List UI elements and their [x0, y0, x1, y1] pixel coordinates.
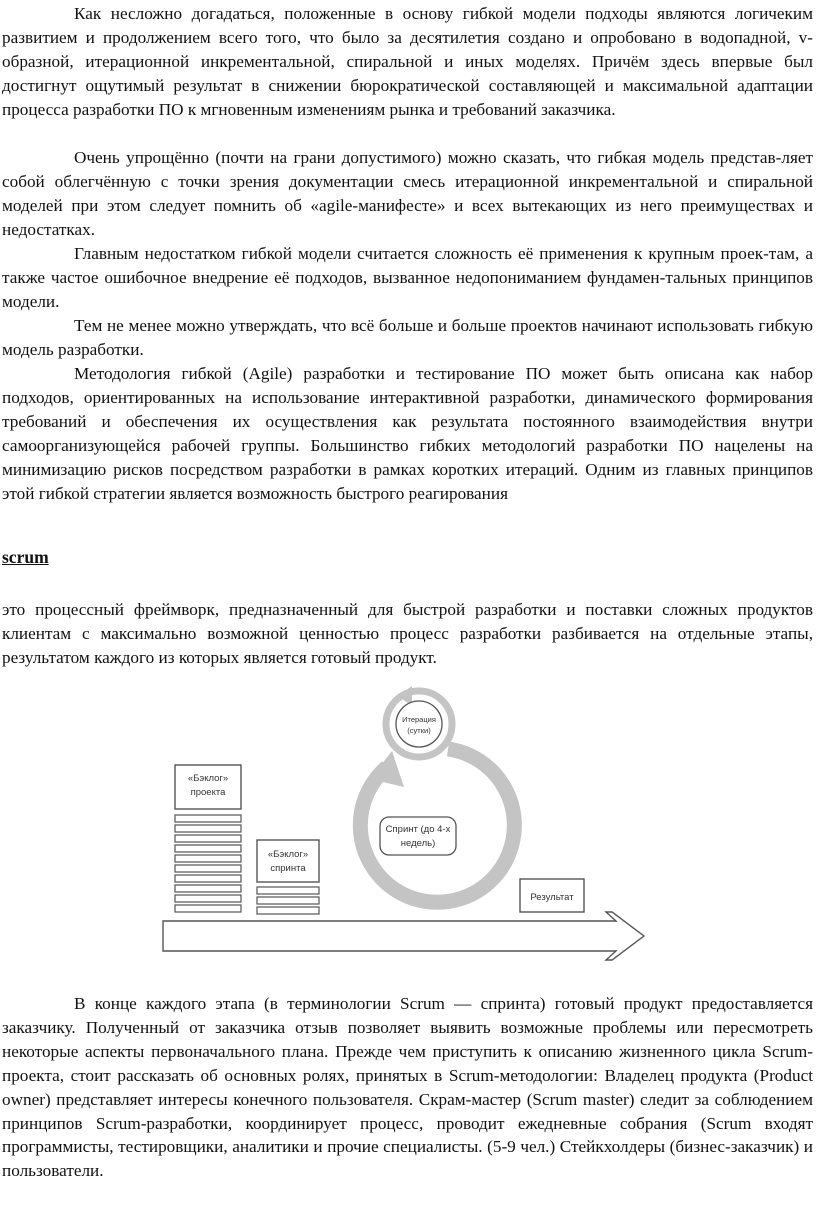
iteration-label-line2: (сутки): [407, 726, 431, 735]
timeline-arrow: [163, 912, 644, 960]
product-backlog-row: [175, 835, 241, 842]
iteration-cycle: [386, 686, 452, 757]
sprint-backlog: [257, 840, 319, 914]
sprint-label-box: [380, 817, 456, 855]
sprint-backlog-row: [257, 897, 319, 904]
result-label: Результат: [530, 892, 574, 903]
product-backlog-stack: [175, 815, 241, 912]
product-backlog: [175, 765, 241, 912]
paragraph-drawback: Главным недостатком гибкой модели считается сложность её применения к крупным проек-там, а также частое ошибочное внедрение её подходов, вызванное недопониманием фундамен-тальных принципов модели.: [2, 244, 813, 311]
product-backlog-row: [175, 845, 241, 852]
sprint-backlog-stack: [257, 887, 319, 914]
paragraph-intro: Как несложно догадаться, положенные в основу гибкой модели подходы являются логичеким развитием и продолжением всего того, что было за десятилетия создано и опробовано в водопадной, v-образной, итерационной инкрементальной, спиральной и иных моделях. Причём здесь впервые был достигнут ощутимый результат в снижении бюрократической составляющей и максимальной адаптации процесса разработки ПО к мгновенным изменениям рынка и требований заказчика.: [2, 4, 813, 119]
sprint-label-line2: недель): [400, 838, 436, 849]
sprint-backlog-label-box: [257, 840, 319, 882]
iteration-inner-circle: [396, 701, 442, 747]
result: [520, 879, 584, 912]
product-backlog-row: [175, 815, 241, 822]
product-backlog-row: [175, 825, 241, 832]
product-backlog-row: [175, 885, 241, 892]
product-backlog-row: [175, 895, 241, 902]
sprint-backlog-label-line2: спринта: [270, 863, 306, 874]
product-backlog-label-line1: «Бэклог»: [187, 773, 229, 784]
product-backlog-label-line2: проекта: [190, 787, 226, 798]
paragraph-scrum-roles: В конце каждого этапа (в терминологии Scrum — спринта) готовый продукт предоставляется заказчику. Полученный от заказчика отзыв позволяет выявить возможные проблемы или пересмотреть некоторые аспекты первоначального плана. Прежде чем приступить к описанию жизненного цикла Scrum-проекта, стоит рассказать об основных ролях, принятых в Scrum-методологии: Владелец продукта (Product owner) представляет интересы конечного пользователя. Скрам-мастер (Scrum master) следит за соблюдением принципов Scrum-разработки, координирует процесс, проводит ежедневные собрания (Scrum входят программисты, тестировщики, аналитики и прочие специалисты. (5-9 чел.) Стейкхолдеры (бизнес-заказчик) и пользователи.: [2, 994, 813, 1181]
product-backlog-row: [175, 875, 241, 882]
sprint-backlog-row: [257, 887, 319, 894]
paragraph-agile-methodology: Методология гибкой (Agile) разработки и тестирование ПО может быть описана как набор подходов, ориентированных на использование интерактивной разработки, динамического формирования требований и обеспечения их осуществления как результата постоянного взаимодействия внутри самоорганизующейся рабочей группы. Большинство гибких методологий разработки ПО нацелены на минимизацию рисков посредством разработки в рамках коротких итераций. Одним из главных принципов этой гибкой стратегии является возможность быстрого реагирования: [2, 364, 813, 503]
section-heading-scrum: scrum: [2, 547, 49, 567]
paragraph-scrum-definition: это процессный фреймворк, предназначенный для быстрой разработки и поставки сложных продуктов клиентам с максимально возможной ценностью процесс разработки разбивается на отдельные этапы, результатом каждого из которых является готовый продукт.: [2, 600, 813, 667]
sprint-backlog-row: [257, 907, 319, 914]
sprint-backlog-label-line1: «Бэклог»: [267, 849, 309, 860]
sprint-label-line1: Спринт (до 4-х: [385, 824, 451, 835]
paragraph-adoption: Тем не менее можно утверждать, что всё больше и больше проектов начинают использовать гибкую модель разработки.: [2, 316, 813, 359]
product-backlog-row: [175, 865, 241, 872]
sprint-cycle: [360, 749, 514, 902]
iteration-label-line1: Итерация: [402, 715, 436, 724]
product-backlog-row: [175, 855, 241, 862]
paragraph-simplified: Очень упрощённо (почти на грани допустимого) можно сказать, что гибкая модель представ-ляет собой облегчённую с точки зрения документации смесь итерационной инкрементальной и спиральной моделей при этом следует помнить об «agile-манифесте» и всех вытекающих из него преимуществах и недостатках.: [2, 148, 813, 239]
scrum-process-diagram: [160, 683, 660, 983]
product-backlog-row: [175, 905, 241, 912]
